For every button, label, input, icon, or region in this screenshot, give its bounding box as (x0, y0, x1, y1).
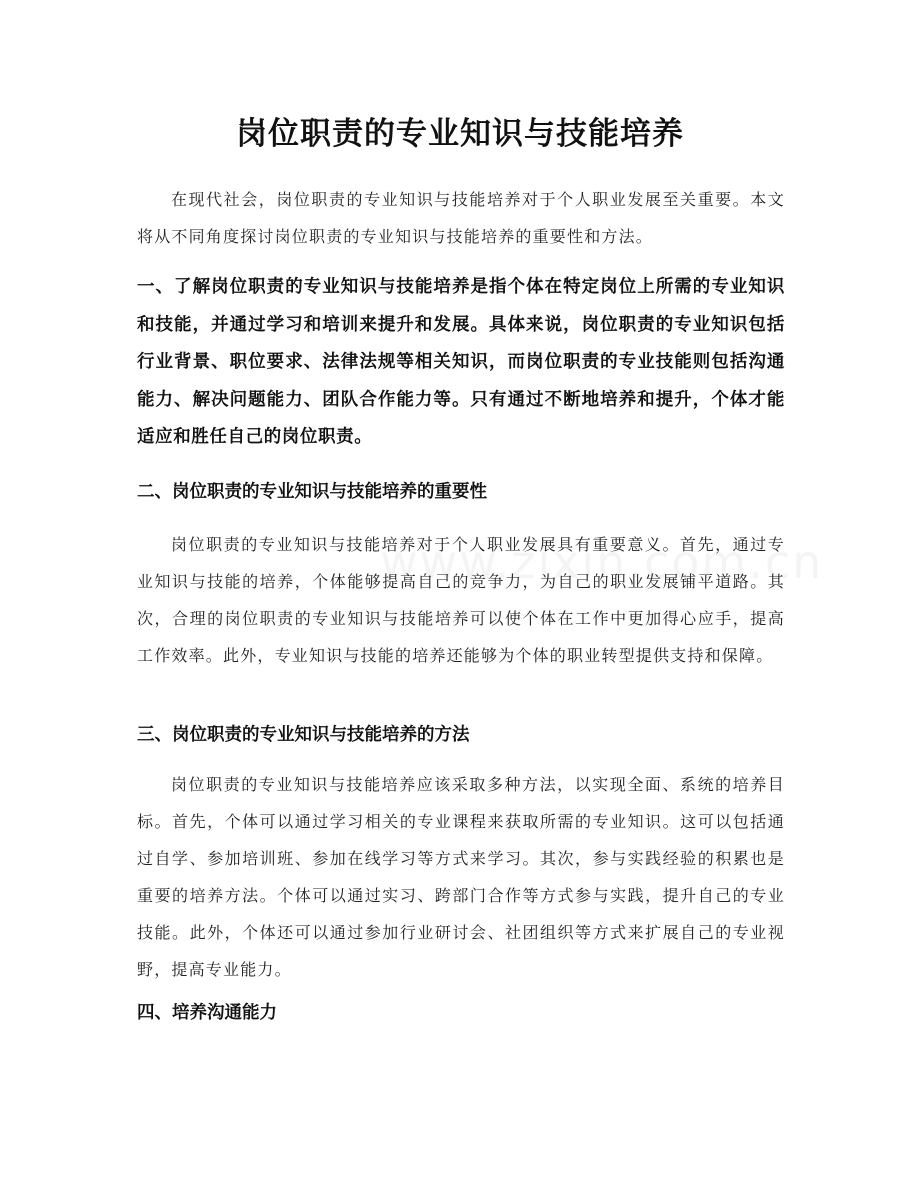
section-2-body: 岗位职责的专业知识与技能培养对于个人职业发展具有重要意义。首先，通过专业知识与技能的培养，个体能够提高自己的竞争力，为自己的职业发展铺平道路。其次，合理的岗位职责的专业知识与技能培养可以使个体在工作中更加得心应手，提高工作效率。此外，专业知识与技能的培养还能够为个体的职业转型提供支持和保障。 (137, 535, 785, 665)
document-title: 岗位职责的专业知识与技能培养 (236, 116, 684, 152)
section-3-body: 岗位职责的专业知识与技能培养应该采取多种方法，以实现全面、系统的培养目标。首先，个体可以通过学习相关的专业课程来获取所需的专业知识。这可以包括通过自学、参加培训班、参加在线学习等方式来学习。其次，参与实践经验的积累也是重要的培养方法。个体可以通过实习、跨部门合作等方式参与实践，提升自己的专业技能。此外，个体还可以通过参加行业研讨会、社团组织等方式来扩展自己的专业视野，提高专业能力。 (137, 775, 785, 979)
section-1-paragraph: 一、了解岗位职责的专业知识与技能培养是指个体在特定岗位上所需的专业知识和技能，并通过学习和培训来提升和发展。具体来说，岗位职责的专业知识包括行业背景、职位要求、法律法规等相关知识，而岗位职责的专业技能则包括沟通能力、解决问题能力、团队合作能力等。只有通过不断地培养和提升，个体才能适应和胜任自己的岗位职责。 (137, 277, 785, 447)
section-4-heading: 四、培养沟通能力 (137, 1003, 277, 1023)
section-2-heading: 二、岗位职责的专业知识与技能培养的重要性 (137, 482, 487, 502)
section-3-heading: 三、岗位职责的专业知识与技能培养的方法 (137, 725, 470, 745)
intro-paragraph: 在现代社会，岗位职责的专业知识与技能培养对于个人职业发展至关重要。本文将从不同角度探讨岗位职责的专业知识与技能培养的重要性和方法。 (137, 190, 785, 246)
